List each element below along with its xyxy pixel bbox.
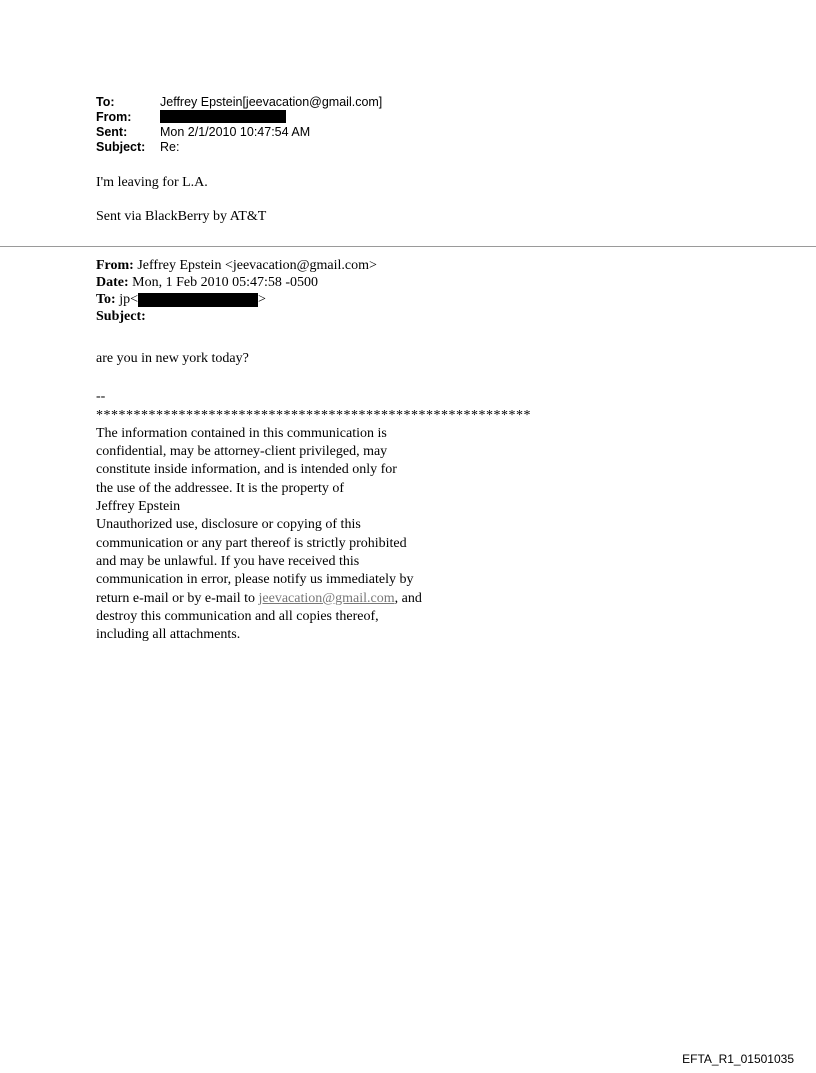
reply-body xyxy=(96,174,266,226)
quoted-to-suffix: > xyxy=(258,292,266,307)
disclaimer-line xyxy=(96,590,531,608)
quoted-date-row xyxy=(96,274,377,291)
reply-text: I'm leaving for L.A. xyxy=(96,175,208,190)
email-header xyxy=(96,95,382,155)
signature: Sent via BlackBerry by AT&T xyxy=(96,209,267,224)
from-label: From: xyxy=(96,110,132,124)
email-link[interactable]: jeevacation@gmail.com xyxy=(258,590,395,606)
quoted-subject-row xyxy=(96,308,377,325)
quoted-from-row xyxy=(96,257,377,274)
sent-label: Sent: xyxy=(96,125,128,139)
disclaimer-line: communication in error, please notify us immediately by xyxy=(96,572,414,588)
disclaimer-closing xyxy=(96,608,531,645)
separator-stars: ********************************************************** xyxy=(96,407,531,423)
disclaimer-line: confidential, may be attorney-client privileged, may xyxy=(96,444,388,460)
disclaimer-line: constitute inside information, and is intended only for xyxy=(96,462,397,478)
disclaimer-line: and may be unlawful. If you have received this xyxy=(96,553,360,569)
subject-value: Re: xyxy=(160,140,180,154)
disclaimer-text: , and xyxy=(394,590,422,606)
quoted-from-label: From: xyxy=(96,258,134,273)
disclaimer-line: Jeffrey Epstein xyxy=(96,499,181,515)
disclaimer-line: including all attachments. xyxy=(96,627,241,643)
quoted-subject-label: Subject: xyxy=(96,309,146,324)
quoted-question: are you in new york today? xyxy=(96,351,249,366)
quoted-date-value: Mon, 1 Feb 2010 05:47:58 -0500 xyxy=(128,275,319,290)
quoted-header xyxy=(96,257,377,325)
disclaimer-text: return e-mail or by e-mail to xyxy=(96,590,259,606)
to-value: Jeffrey Epstein[jeevacation@gmail.com] xyxy=(160,95,383,109)
quoted-body xyxy=(96,350,531,644)
subject-row xyxy=(96,140,382,155)
to-row xyxy=(96,95,382,110)
disclaimer-line: communication or any part thereof is strictly prohibited xyxy=(96,535,407,551)
document-id: EFTA_R1_01501035 xyxy=(682,1052,794,1066)
quoted-from-value: Jeffrey Epstein <jeevacation@gmail.com> xyxy=(133,258,377,273)
to-label: To: xyxy=(96,95,115,109)
sent-value: Mon 2/1/2010 10:47:54 AM xyxy=(160,125,311,139)
disclaimer-line: destroy this communication and all copies thereof, xyxy=(96,608,379,624)
divider xyxy=(0,246,816,247)
redaction-block xyxy=(160,110,286,123)
redaction-block xyxy=(138,293,258,307)
quoted-to-prefix: jp< xyxy=(115,292,139,307)
signature-dash: -- xyxy=(96,389,106,405)
sent-row xyxy=(96,125,382,140)
disclaimer xyxy=(96,425,531,590)
quoted-to-label: To: xyxy=(96,292,116,307)
disclaimer-line: the use of the addressee. It is the property of xyxy=(96,480,345,496)
quoted-to-row xyxy=(96,291,377,308)
quoted-date-label: Date: xyxy=(96,275,129,290)
disclaimer-line: Unauthorized use, disclosure or copying of this xyxy=(96,517,361,533)
subject-label: Subject: xyxy=(96,140,146,154)
disclaimer-line: The information contained in this communication is xyxy=(96,425,387,441)
from-row xyxy=(96,110,382,125)
